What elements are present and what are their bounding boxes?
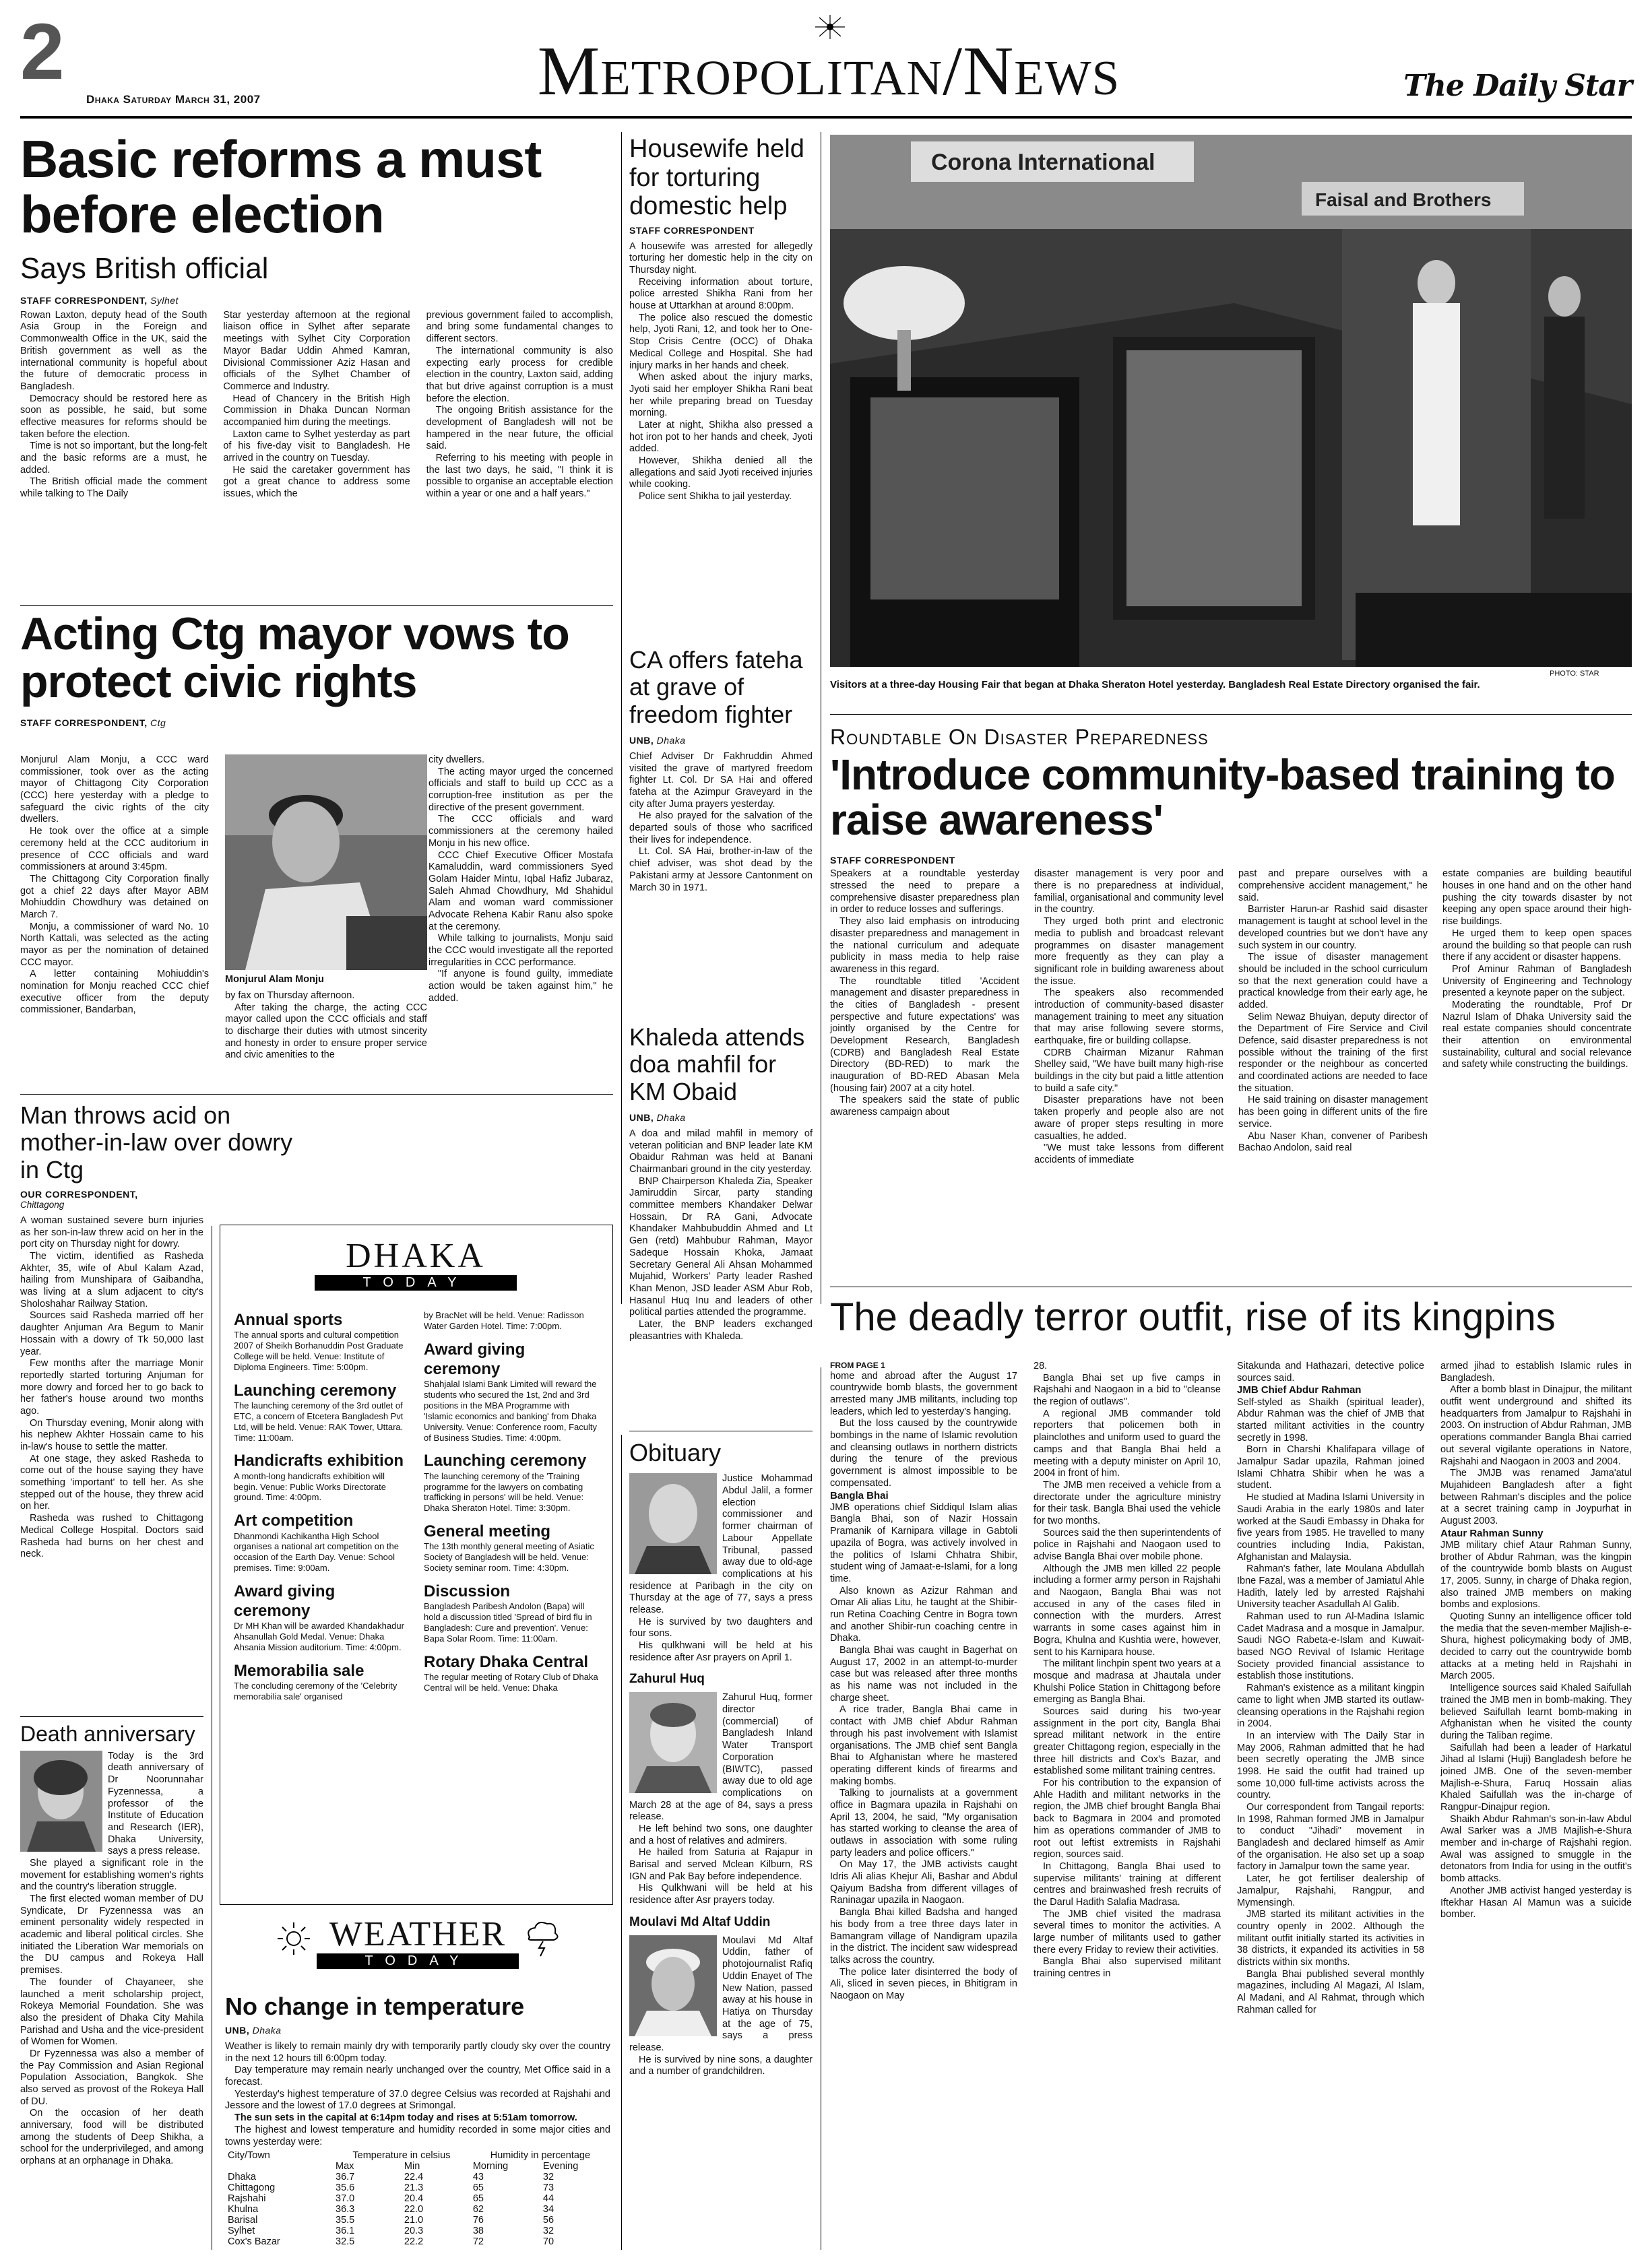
story-death-anniversary [20,1722,203,2168]
byline: STAFF CORRESPONDENT, Sylhet [20,294,179,306]
column-3: previous government failed to accomplish, and bring some fundamental changes to different sectors. The international community is also expecting early process for credible election in the country, Laxton said, adding that but drive against corruption is a must before the election. The ongoing British assistance for the development of Bangladesh will not be hampered in the near future, the official said. Referring to his meeting with people in the last two days, he said, "I think it is possible to organise an acceptable election within a year or one and a half years." [426,309,613,500]
section-rule [830,714,1632,715]
byline: OUR CORRESPONDENT, [20,1188,138,1200]
logo-bottom: TODAY [317,1953,519,1969]
masthead-rule [20,116,1632,119]
event-text: The regular meeting of Rotary Club of Dhaka Central will be held. Venue: Dhaka [424,1671,598,1693]
headline: Acting Ctg mayor vows to protect civic rights [20,608,569,708]
event-text: The annual sports and cultural competition 2007 of Sheikh Borhanuddin Post Graduate College will be held. Venue: Institute of Diploma Engineers. Time: 5:00pm. [234,1330,404,1372]
story-body: A housewife was arrested for allegedly torturing her domestic help in the city on Thursday night. Receiving information about torture, police arrested Shikha Rani from her house at Uttarkhan at around 8:00pm. The police also rescued the domestic help, Jyoti Rani, 12, and took her to One-Stop Crisis Centre (OCC) of Dhaka Medical College and Hospital. She had injury marks in her hands and cheek. When asked about the injury marks, Jyoti said her employer Shikha Rani beat her while preparing bread on Tuesday morning. Later at night, Shikha also pressed a hot iron pot to her hands and cheek, Jyoti added. However, Shikha denied all the allegations and said Jyoti received injuries while cooking. Police sent Shikha to jail yesterday. [629,240,813,503]
story-body [830,868,1632,1166]
header-evening: Evening [542,2161,579,2172]
story-ca-fateha [629,647,813,894]
terror-col3: Sitakunda and Hathazari, detective police sources said. JMB Chief Abdur Rahman Self-styled as Shaikh (spiritual leader), Abdur Rahman was the chief of JMB that started militant activities in the country secretly in 1998. Born in Charshi Khalifapara village of Jamalpur Sadar upazila, Rahman joined Islami Chhatra Shibir when he was a student. He studied at Madina Islami University in Saudi Arabia in the early 1980s and later worked at the Saudi Embassy in Dhaka for five years from 1985. He travelled to many countries including India, Pakistan, Afghanistan and Malaysia. Rahman's father, late Moulana Abdullah Ibne Fazal, was a member of Jamiatul Ahle Hadith, lately led by arrested Rajshahi University teacher Asadullah Al Galib. Rahman used to run Al-Madina Islamic Cadet Madrasa and a mosque in Jamalpur. Saudi NGO Rabeta-e-Islam and Kuwait-based NGO Revival of Islamic Heritage Society provided financial assistance to establish those institutions. Rahman's existence as a militant kingpin came to light when JMB started its outlaw-cleansing operations in the Rajshahi region in 2004. In an interview with The Daily Star in May 2006, Rahman admitted that he had been secretly operating the JMB since 1998. He said the outfit had trained up some 10,000 full-time activists across the country. Our correspondent from Tangail reports: In 1998, Rahman formed JMB in Jamalpur to conduct "Jihadi" movement in Bangladesh and declared himself as Amir of the organisation. He also set up a soap factory in Jamalpur town the same year. Later, he got fertiliser dealership of Jamalpur, Rajshahi, Rangpur, and Mymensingh. JMB started its militant activities in the country openly in 2002. Although the militant outfit initially started its activities in 38 districts, it expanded its activities in 58 districts within six months. Bangla Bhai published several monthly magazines, including Al Magazi, Al Islam, Al Madani, and Al Rahmat, through which Rahman called for [1237,1361,1424,2015]
logo-bottom: TODAY [315,1275,517,1291]
event-title: Launching ceremony [234,1381,397,1400]
subhead: Bangla Bhai [830,1489,889,1501]
page-number: 2 [20,7,65,96]
dhaka-today-logo [315,1239,517,1297]
byline: UNB, Dhaka [629,734,686,746]
header-min: Min [404,2161,420,2172]
table-row: Sylhet 36.1 20.3 38 32 [228,2226,554,2236]
headline: Death anniversary [20,1722,195,1746]
headline: Man throws acid on mother-in-law over dowry in Ctg [20,1101,293,1184]
column-3: past and prepare ourselves with a comprehensive accident management," he said. Barrister Harun-ar Rashid said disaster management is taught at school level in the developed countries but we don't have any such system in our country. The issue of disaster management should be included in the school curriculum so that the next generation could have a practical knowledge from their early age, he added. Selim Newaz Bhuiyan, deputy director of the Department of Fire Service and Civil Defence, said disaster preparedness is not possible without the training of the first responder or the neighbour as concerted and coordinated actions are needed to face the situation. He said training on disaster management has been going in different units of the fire service. Abu Naser Khan, convener of Paribesh Bachao Andolon, said real [1238,868,1428,1154]
dhaka-today-right [424,1310,600,1693]
subhead: Says British official [20,251,269,285]
table-row: Chittagong 35.6 21.3 65 73 [228,2182,554,2193]
photo-credit: PHOTO: STAR [1550,670,1599,678]
story-body: Chief Adviser Dr Fakhruddin Ahmed visited the grave of martyred freedom fighter Lt. Col. Dr SA Hai and offered fateha at the Azimpur Graveyard in the city after Juma prayers yesterday. He also prayed for the salvation of the departed souls of those who sacrificed their lives for independence. Lt. Col. SA Hai, brother-in-law of the chief adviser, was shot dead by the Pakistani army at Jessore Cantonment on March 30 in 1971. [629,750,813,893]
terror-col1: FROM PAGE 1 home and abroad after the August 17 countrywide bomb blasts, the government arrested many JMB militants, including top leaders, which led to yesterday's hanging. But the loss caused by the countrywide bombings in the name of Islamic revolution and cleansing outlaws in northern districts during the tenure of the previous government is almost impossible to be compensated. Bangla Bhai JMB operations chief Siddiqul Islam alias Bangla Bhai, son of Nazir Hossain Pramanik of Karnipara village in Gabtoli upazila of Bogra, was actively involved in the politics of Islami Chhatra Shibir, student wing of Jamaat-e-Islami, for a long time. Also known as Azizur Rahman and Omar Ali alias Litu, he taught at the Shibir-run Retina Coaching Centre in Bogra town and another Shibir-run coaching centre in Dhaka. Bangla Bhai was caught in Bagerhat on August 17, 2002 in an attempt-to-murder case but was released after three months as his name was not included in the charge sheet. A rice trader, Bangla Bhai came in contact with JMB chief Abdur Rahman through his past involvement with Islamist organisations. The JMB chief sent Bangla Bhai to Afghanistan where he mastered operating different kinds of firearms and making bombs. Talking to journalists at a government office in Bagmara upazila in Rajshahi on April 13, 2004, he said, "My organisation has started working to cleanse the area of outlaws in association with some ruling party leaders and police officers." On May 17, the JMB activists caught Idris Ali alias Khejur Ali, Bashar and Abdul Qaiyum Badsha from different villages of Raninagar upazila in Naogaon. Bangla Bhai killed Badsha and hanged his body from a tree three days later in Bamangram village of Nandigram upazila in the district. The incident saw widespread talks across the country. The police later disinterred the body of Ali, sliced in seven pieces, in Bhitigram in Naogaon on May [830,1361,1017,2001]
section-rule [20,605,613,606]
obituary-title: Obituary [629,1439,722,1466]
byline-place: Chittagong [20,1199,65,1210]
header-max: Max [336,2161,354,2172]
headline: Khaleda attends doa mahfil for KM Obaid [629,1023,805,1105]
svg-text:Faisal and Brothers: Faisal and Brothers [1315,189,1492,210]
fyzennessa-photo [20,1751,102,1852]
byline: STAFF CORRESPONDENT [629,224,755,236]
weather-headline: No change in temperature [225,1992,525,2020]
event-title: Award giving ceremony [424,1340,526,1378]
byline: UNB, Dhaka [225,2025,282,2036]
logo-top: WEATHER [329,1915,507,1953]
subhead: JMB Chief Abdur Rahman [1237,1384,1362,1396]
weather-body: Weather is likely to remain mainly dry with temporarily partly cloudy sky over the country in the next 12 hours till 6:00pm today. Day temperature may remain nearly unchanged over the country, Met Office said in a forecast. Yesterday's highest temperature of 37.0 degree Celsius was recorded at Rajshahi and Jessore and the lowest of 17.0 degrees at Srimongal. The sun sets in the capital at 6:14pm today and rises at 5:51am tomorrow. The highest and lowest temperature and humidity recorded in some major cities and towns yesterday were: [225,2041,610,2147]
obituary-name: Zahurul Huq [629,1672,705,1687]
story-basic-reforms [20,129,613,500]
date-line: Dhaka Saturday March 31, 2007 [86,93,261,106]
event-title: Handicrafts exhibition [234,1452,404,1470]
story-body [20,310,613,500]
table-row: Barisal 35.5 21.0 76 56 [228,2215,554,2226]
zahurul-photo [629,1692,717,1793]
event-title: Launching ceremony [424,1452,587,1470]
headline: 'Introduce community-based training to raise awareness' [830,750,1615,845]
table-row: Cox's Bazar 32.5 22.2 72 70 [228,2236,554,2247]
acting-mayor-col1: Monjurul Alam Monju, a CCC ward commissioner, took over as the acting mayor of Chittagong City Corporation (CCC) here yesterday with a pledge to safeguard the civic rights of the city dwellers. He took over the office at a simple ceremony held at the CCC auditorium in presence of CCC officials and ward commissioners at around 3:45pm. The Chittagong City Corporation finally got a chief 22 days after Mayor ABM Mohiuddin Chowdhury was detained on March 7. Monju, a commissioner of ward No. 10 North Kattali, was selected as the acting mayor as per the nomination of detained CCC mayor. A letter containing Mohiuddin's nomination for Monju reached CCC chief executive officer from the deputy commissioner, Bandarban, [20,754,209,1016]
column-2: Star yesterday afternoon at the regional liaison office in Sylhet after separate meetings with Sylhet City Corporation Mayor Badar Uddin Ahmed Kamran, Divisional Commissioner Aziz Hasan and officials of the Sylhet Chamber of Commerce and Industry. Head of Chancery in the British High Commission in Dhaka Duncan Norman accompanied him during the meetings. Laxton came to Sylhet yesterday as part of his five-day visit to Bangladesh. He arrived in the country on Tuesday. He said the caretaker government has got a great chance to address some issues, which the [223,309,410,500]
event-text: The concluding ceremony of the 'Celebrity memorabilia sale' organised [234,1681,398,1702]
story-terror-outfit [830,1296,1632,1339]
terror-col4: armed jihad to establish Islamic rules in Bangladesh. After a bomb blast in Dinajpur, the militant outfit went underground and shifted its headquarters from Jamalpur to Rajshahi in 2003. On instruction of Abdur Rahman, JMB operations commander Bangla Bhai carried out several vigilante operations in Natore, Rajshahi and Naogaon in 2003 and 2004. The JMJB was renamed Jama'atul Mujahideen Bangladesh after a fight between Rahman's disciples and the police at a secret training camp in Joypurhat in August 2003. Ataur Rahman Sunny JMB military chief Ataur Rahman Sunny, brother of Abdur Rahman, was the kingpin of the countrywide bomb blasts on August 17, 2005. Sunny, in charge of Dhaka region, also trained JMB members on making bombs and explosions. Quoting Sunny an intelligence officer told the media that the seven-member Majlish-e-Shura, highest policymaking body of JMB, decided to carry out the countrywide bomb attacks at a meting held in Rajshahi in March 2005. Intelligence sources said Khaled Saifullah trained the JMB men in bomb-making. They believed Saifullah learnt bomb-making in Afghanistan when he visited the county during the Taliban regime. Saifullah had been a leader of Harkatul Jihad al Islami (Huji) Bangladesh before he joined JMB. One of the seven-member Majlish-e-Shura, Faruq Hossain alias Khaled Saifullah was the in-charge of Rangpur-Dinajpur region. Shaikh Abdur Rahman's son-in-law Abdul Awal Sarker was a JMB Majlish-e-Shura member and in-charge of Rajshahi region. Awal was assigned to smuggle in the detonators from India for using in the outfit's bomb attacks. Another JMB activist hanged yesterday is Iftekhar Hasan Al Mamun was a suicide bomber. [1440,1361,1632,1920]
headline: Housewife held for torturing domestic help [629,135,804,221]
altaf-photo [629,1935,717,2036]
section-rule [20,1094,613,1095]
event-text: The launching ceremony of the 3rd outlet of ETC, a concern of Etcetera Bangladesh Pvt Ltd, will be held. Venue: RAK Tower, Uttara. Time: 11:00am. [234,1400,404,1443]
story-khaleda-doa [629,1024,813,1342]
column-rule [621,1435,622,2250]
event-title: Art competition [234,1512,354,1530]
obituary-jalil: Justice Mohammad Abdul Jalil, a former election commissioner and former chairman of Labour Appellate Tribunal, passed away due to old-age complications at his residence at Paribagh in the city on Thursday at the age of 77, says a press release. He is survived by two daughters and four sons. His qulkhwani will be held at his residence after Asr prayers on April 1. [629,1473,813,1663]
story-body: Today is the 3rd death anniversary of Dr Noorunnahar Fyzennessa, a professor of the Institute of Education and Research (IER), Dhaka University, says a press release. She played a significant role in the movement for establishing women's rights and the country's liberation struggle. The first elected woman member of DU Syndicate, Dr Fyzennessa was an eminent personality widely respected in academic and liberal political circles. She initiated the Liberation War memorials on the DU campus and Rokeya Hall premises. The founder of Chayaneer, she launched a merit scholarship project, Rokeya Memorial Foundation. She was also the president of Dhaka City Mahila Parishad and Usha and the vice-president of Women for Women. Dr Fyzennessa was also a member of the Pay Commission and Asian Regional Population Association, Bangkok. She also served as provost of the Rokeya Hall of DU. On the occasion of her death anniversary, food will be distributed among the students of Deep Shikha, a school for the underprivileged, and among orphans at an orphanage in Dhaka. [20,1750,203,2167]
photo-caption: Visitors at a three-day Housing Fair that began at Dhaka Sheraton Hotel yesterday. Bangladesh Real Estate Directory organised the fair. [830,679,1480,690]
table-subheader [225,2161,610,2172]
paper-name-logo: The Daily Star [1403,69,1632,103]
column-rule [621,132,622,1304]
svg-text:Corona International: Corona International [931,150,1155,175]
header-morning: Morning [472,2161,509,2172]
event-title: Annual sports [234,1311,343,1329]
event-text: Shahjalal Islami Bank Limited will reward the students who secured the 1st, 2nd and 3rd positions in the MBA Programme with 'Islamic economics and banking' from Dhaka University. Venue: Conference room, Faculty of Business Studies. Time: 4:00pm. [424,1379,597,1443]
column-1: Speakers at a roundtable yesterday stressed the need to prepare a comprehensive disaster preparedness plan in order to reduce losses and sufferings. They also laid emphasis on introducing disaster preparedness and management in the national curriculum and adequate publicity in mass media to help raise awareness in this regard. The roundtable titled 'Accident management and disaster preparedness in the cities of Bangladesh - present perspective and future expectations' was jointly organised by the Centre for Development Research, Bangladesh (CDRB) and Bangladesh Real Estate Directory (BD-RED) to mark the inauguration of BD-RED Abasan Mela (housing fair) 2007 at a city hotel. The speakers said the state of public awareness campaign about [830,868,1019,1118]
event-text: Dr MH Khan will be awarded Khandakhadur Ahsanullah Gold Medal. Venue: Dhaka Ahsania Mission auditorium. Time: 4:00pm. [234,1621,404,1653]
weather-table [225,2150,610,2247]
event-text: Bangladesh Paribesh Andolon (Bapa) will hold a discussion titled 'Spread of bird flu in Bangladesh: Cure and prevention'. Venue: Bapa Solar Room. Time: 11:00am. [424,1601,592,1644]
header-temperature: Temperature in celsius [352,2150,451,2161]
headline: Basic reforms a must before election [20,129,542,244]
column-1: Rowan Laxton, deputy head of the South Asia Group in the Foreign and Commonwealth Office in the UK, said the British government as well as the international community is hopeful about the future of democratic process in Bangladesh. Democracy should be restored here as soon as possible, he said, but some effective measures for reforms should be taken before the election. Time is not so important, but the long-felt and the basic reforms are a must, he added. The British official made the comment while talking to The Daily [20,309,208,500]
obituary-altaf: Moulavi Md Altaf Uddin, father of photojournalist Rafiq Uddin Enayet of The New Nation, passed away at his house in Hatiya on Thursday at the age of 75, says a press release. He is survived by nine sons, a daughter and a number of grandchildren. [629,1935,813,2077]
from-page-label: FROM PAGE 1 [830,1361,885,1370]
byline: STAFF CORRESPONDENT [830,855,955,866]
event-text: The launching ceremony of the 'Training programme for the lawyers on combating trafficking in persons' will be held. Venue: Dhaka Sheraton Hotel. Time: 3:30pm. [424,1470,584,1514]
dhaka-today-box [220,1225,613,1905]
sun-icon [275,1920,313,1957]
section-rule [20,1716,203,1717]
headline: The deadly terror outfit, rise of its kingpins [830,1295,1556,1339]
subhead: Ataur Rahman Sunny [1440,1527,1544,1539]
obituary-name: Moulavi Md Altaf Uddin [629,1914,771,1929]
terror-col2: 28. Bangla Bhai set up five camps in Rajshahi and Naogaon in a bid to "cleanse the region of outlaws". A regional JMB commander told reporters that policemen both in plainclothes and uniform used to guard the camps and that Bangla Bhai held a meeting with a deputy minister on April 10, 2004 in front of him. The JMB men received a vehicle from a directorate under the agriculture ministry for their task. Bangla Bhai used the vehicle for two months. Sources said the then superintendents of police in Rajshahi and Naogaon used to advise Bangla Bhai over mobile phone. Although the JMB men killed 22 people including a former army person in Rajshahi and Naogaon, Bangla Bhai was not accused in any of the cases filed in connection with the murders. Arrest warrants in some cases against him in Bogra, Khulna and Kushtia were, however, sent to his Karnipara house. The militant linchpin spent two years at a mosque and madrasa at Jhautala under Khulshi Police Station in Chittagong before emerging as Bangla Bhai. Sources said during his two-year assignment in the port city, Bangla Bhai spread militant network in the entire greater Chittagong region, especially in the three hill districts and Cox's Bazar, and established some militant training centres. For his contribution to the expansion of Ahle Hadith and militant networks in the region, the JMB chief brought Bangla Bhai back to Bagmara in 2004 and promoted him as operations commander of JMB to root out leftist extremists in Rajshahi region, sources said. In Chittagong, Bangla Bhai used to supervise militants' training at different centres and brainwashed fresh recruits of the Darul Hadith Salafia Madrasa. The JMB chief visited the madrasa several times to monitor the activities. A large number of militants used to gather there every Friday to review their activities. Bangla Bhai also supervised militant training centres in [1034,1361,1221,1980]
obituary-zahurul: Zahurul Huq, former director (commercial) of Bangladesh Inland Water Transport Corporation (BIWTC), passed away due to old age complications on March 28 at the age of 84, says a press release. He left behind two sons, one daughter and a host of relatives and admirers. He hailed from Saturia at Rajapur in Barisal and served Mclean Kilburn, RS IGN and Pak Bay before independence. His Qulkhwani will be held at his residence after Asr prayers today. [629,1692,813,1906]
monju-photo [225,754,427,970]
event-text: by BracNet will be held. Venue: Radisson Water Garden Hotel. Time: 7:00pm. [424,1310,584,1331]
weather-box [220,1913,613,2250]
obituary-column [629,1439,813,2078]
headline: CA offers fateha at grave of freedom fighter [629,646,803,728]
event-text: Dhanmondi Kachikantha High School organises a national art competition on the occasion of the Earth Day. Venue: School premises. Time: 9:00am. [234,1530,399,1574]
story-acting-mayor [20,610,613,728]
story-body: A woman sustained severe burn injuries as her son-in-law threw acid on her in the port city on Thursday night for dowry. The victim, identified as Rasheda Akhter, 35, wife of Abul Kalam Azad, hailing from Munshipara of Gaibandha, was living at a slum adjacent to city's Sholoshahar Railway Station. Sources said Rasheda married off her daughter Anjuman Ara Begum to Manir Hossain with a dowry of Tk 50,000 last year. Few months after the marriage Monir reportedly started torturing Anjuman for more dowry and forced her to go back to her father's house around two months ago. On Thursday evening, Monir along with his nephew Akhter Hossain came to his in-law's house to settle the matter. At one stage, they asked Rasheda to come out of the house saying they have something 'important' to tell her. As she stepped out of the house, they threw acid on her. Rasheda was rushed to Chittagong Medical College Hospital. Doctors said Rasheda had burns on her chest and neck. [20,1214,203,1560]
section-title: Metropolitan/News [537,32,1120,110]
story-body: A doa and milad mahfil in memory of veteran politician and BNP leader late KM Obaidur Rahman was held at Banani Chairmanbari ground in the city yesterday. BNP Chairperson Khaleda Zia, Speaker Jamiruddin Sircar, party standing committee members Khandaker Delwar Hossain, Dr RA Gani, Advocate Khandaker Mahbubuddin Ahmed and Lt Gen (retd) Mahbubur Rahman, Mayor Sadeque Hossain Khoka, Jamaat Secretary General Ali Ahsan Mohammed Mujahid, Workers' Party leader Rashed Khan Menon, JSD leader ASM Abur Rob, Hasanul Huq Inu and leaders of other political parties attended the programme. Later, the BNP leaders exchanged pleasantries with Khaleda. [629,1128,813,1342]
dhaka-today-left [234,1310,410,1702]
event-text: A month-long handicrafts exhibition will begin. Venue: Public Works Directorate ground. Time: 4:00pm. [234,1470,386,1503]
table-header [225,2150,610,2161]
table-row: Rajshahi 37.0 20.4 65 44 [228,2193,554,2204]
photo-caption: Monjurul Alam Monju [225,974,324,985]
logo-top: DHAKA [346,1237,486,1275]
event-title: General meeting [424,1522,551,1541]
story-housewife [629,135,813,503]
weather-logo [275,1917,558,1971]
event-title: Memorabilia sale [234,1662,364,1681]
byline: UNB, Dhaka [629,1111,686,1123]
jalil-photo [629,1473,717,1574]
event-title: Discussion [424,1582,511,1600]
story-roundtable [830,725,1632,1167]
table-row: Khulna 36.3 22.0 62 34 [228,2204,554,2215]
column-4: estate companies are building beautiful houses in one hand and on the other hand pushing the city towards disaster by not keeping any open space around their high-rise buildings. He urged them to keep open spaces around the building so that people can rush there if any accident or disaster happens. Prof Aminur Rahman of Bangladesh University of Engineering and Technology presented a keynote paper on the subject. Moderating the roundtable, Prof Dr Nazrul Islam of Dhaka University said the real estate companies should concentrate their attention on environmental sustainability, cultural and social relevance and safety while constructing the buildings. [1442,868,1632,1070]
byline: STAFF CORRESPONDENT, Ctg [20,717,166,728]
storm-cloud-icon [523,1917,561,1957]
header-city: City/Town [228,2150,270,2161]
column-2: disaster management is very poor and there is no preparedness at individual, familial, organisational and community level in the country. They urged both print and electronic media to publish and broadcast relevant programmes on disaster management more frequently as they can play a significant role in building awareness about the issue. The speakers also recommended introduction of community-based disaster management training to meet any situation that may arise following severe storms, earthquake, fire or building collapse. CDRB Chairman Mizanur Rahman Shelley said, "We have built many high-rise buildings in the city but paid a little attention to build a safe city." Disaster preparations have not been taken properly and people also are not aware of proper steps resulting in more casualties, he added. "We must take lessons from different accidents of immediate [1034,868,1224,1165]
event-title: Rotary Dhaka Central [424,1652,589,1671]
event-title: Award giving ceremony [234,1582,336,1621]
housing-fair-photo [830,135,1632,667]
table-row: Dhaka 36.7 22.4 43 32 [228,2172,554,2182]
masthead [20,7,1632,113]
acting-mayor-col3: city dwellers. The acting mayor urged the concerned officials and staff to build up CCC as a corruption-free institution as per the directive of the present government. The CCC officials and ward commissioners at the ceremony hailed Monju in his new office. CCC Chief Executive Officer Mostafa Kamaluddin, ward commissioners Syed Golam Haider Mintu, Iqbal Hafiz Jubaraz, Saleh Ahmad Chowdhury, Md Shahidul Alam and woman ward commissioner Advocate Rehena Kabir Ranu also spoke at the ceremony. While talking to journalists, Monju said the CCC would investigate all the reported irregularities in CCC performance. "If anyone is found guilty, immediate action would be taken against him," he added. [428,754,613,1004]
acting-mayor-col2: by fax on Thursday afternoon. After taking the charge, the acting CCC mayor called upon the CCC officials and staff to discharge their duties with utmost sincerity and honesty in order to ensure proper service and civic amenities to the [225,990,427,1061]
header-humidity: Humidity in percentage [490,2150,591,2161]
event-text: The 13th monthly general meeting of Asiatic Society of Bangladesh will be held. Venue: Society seminar room. Time: 4:30pm. [424,1541,594,1574]
kicker: Roundtable On Disaster Preparedness [830,725,1209,749]
